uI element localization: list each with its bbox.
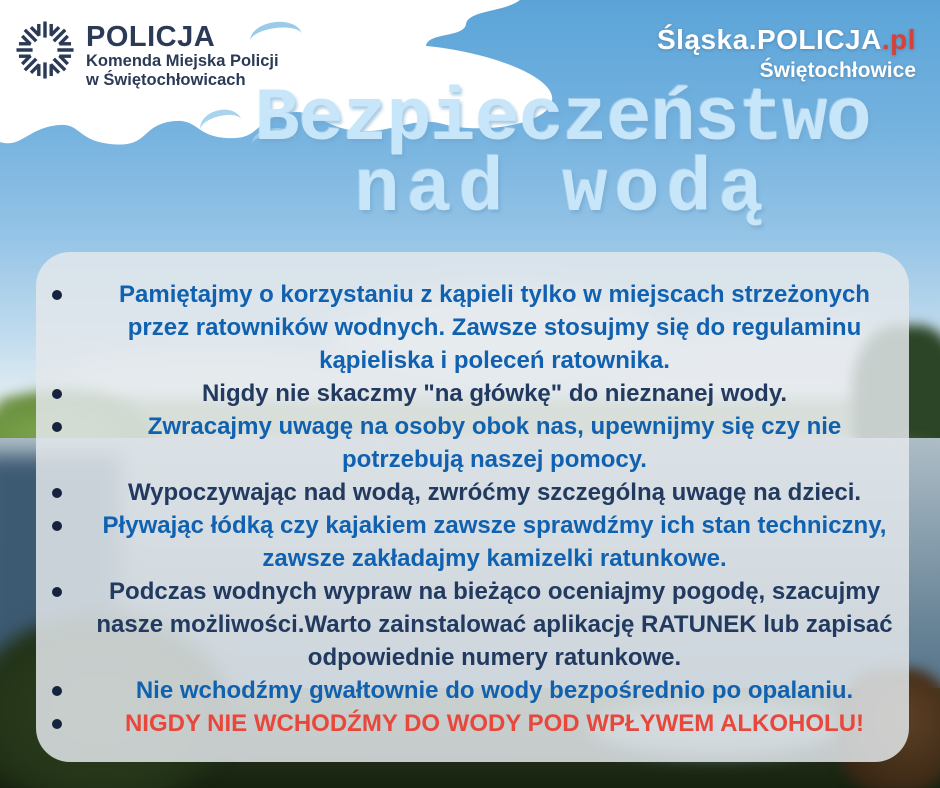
police-logo-block [14, 16, 279, 90]
tip-item: Nie wchodźmy gwałtownie do wody bezpośrednio po opalaniu. [36, 674, 909, 707]
tip-item: Nigdy nie skaczmy "na główkę" do nieznanej wody. [36, 377, 909, 410]
tip-item: Pamiętajmy o korzystaniu z kąpieli tylko w miejscach strzeżonych przez ratowników wodnych. Zawsze stosujmy się do regulaminu kąpieliska i poleceń ratownika. [36, 278, 909, 377]
tips-panel [36, 252, 909, 762]
poster-title-line1: Bezpieczeństwo [254, 77, 871, 162]
logo-org-name: POLICJA [86, 21, 216, 53]
logo-unit-line1: Komenda Miejska Policji [86, 52, 279, 70]
tip-item: Podczas wodnych wypraw na bieżąco oceniajmy pogodę, szacujmy nasze możliwości.Warto zainstalować aplikację RATUNEK lub zapisać odpowiednie numery ratunkowe. [36, 575, 909, 674]
logo-unit-line2: w Świętochłowicach [86, 71, 246, 89]
poster-title [185, 77, 940, 233]
site-block [657, 24, 916, 83]
site-city: Świętochłowice [759, 59, 916, 82]
poster-title-line2: nad wodą [354, 148, 771, 233]
tip-item: Wypoczywając nad wodą, zwróćmy szczególną uwagę na dzieci. [36, 476, 909, 509]
tip-item: Zwracajmy uwagę na osoby obok nas, upewnijmy się czy nie potrzebują naszej pomocy. [36, 410, 909, 476]
site-url-name: Śląska.POLICJA [656, 24, 882, 55]
tips-list [36, 252, 909, 740]
tip-item: Pływając łódką czy kajakiem zawsze sprawdźmy ich stan techniczny, zawsze zakładajmy kamizelki ratunkowe. [36, 509, 909, 575]
site-url-tld: .pl [881, 24, 916, 55]
site-url [657, 24, 916, 56]
tip-item: NIGDY NIE WCHODŹMY DO WODY POD WPŁYWEM ALKOHOLU! [36, 707, 909, 740]
police-star-icon [14, 16, 76, 84]
